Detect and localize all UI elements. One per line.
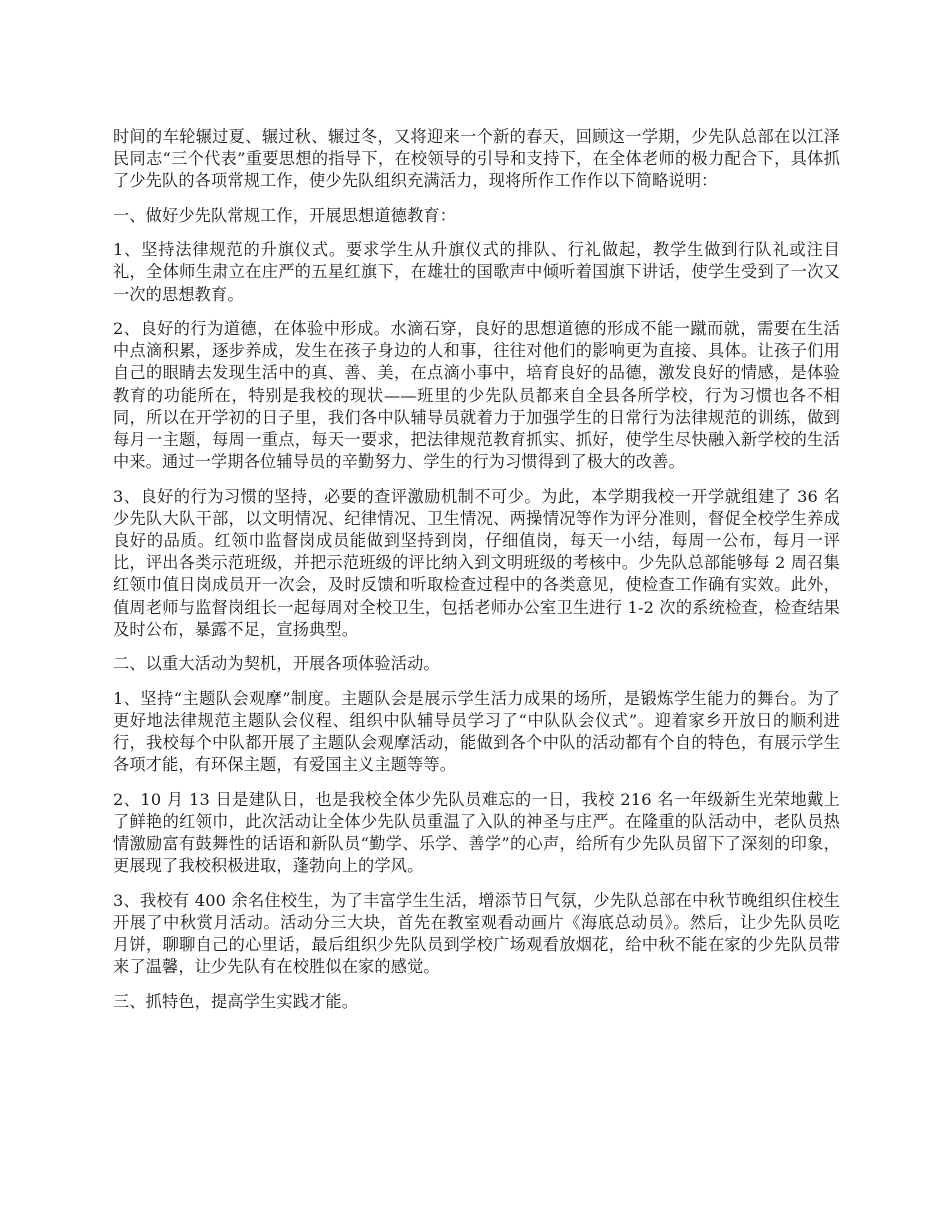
document-body bbox=[113, 126, 840, 1025]
paragraph-flag-ceremony: 1、坚持法律规范的升旗仪式。要求学生从升旗仪式的排队、行礼做起，教学生做到行队礼或注目礼，全体师生肃立在庄严的五星红旗下，在雄壮的国歌声中倾听着国旗下讲话，使学生受到了一次又一次的思想教育。 bbox=[113, 240, 840, 304]
paragraph-mid-autumn: 3、我校有 400 余名住校生，为了丰富学生生活，增添节日气氛，少先队总部在中秋节晚组织住校生开展了中秋赏月活动。活动分三大块，首先在教室观看动画片《海底总动员》。然后，让少先队员吃月饼，聊聊自己的心里话，最后组织少先队员到学校广场观看放烟花，给中秋不能在家的少先队员带来了温馨，让少先队有在校胜似在家的感觉。 bbox=[113, 890, 840, 977]
paragraph-theme-meeting: 1、坚持“主题队会观摩”制度。主题队会是展示学生活力成果的场所，是锻炼学生能力的舞台。为了更好地法律规范主题队会仪程、组织中队辅导员学习了“中队队会仪式”。迎着家乡开放日的顺利进行，我校每个中队都开展了主题队会观摩活动，能做到各个中队的活动都有个自的特色，有展示学生各项才能，有环保主题，有爱国主义主题等等。 bbox=[113, 688, 840, 775]
section-heading-1: 一、做好少先队常规工作，开展思想道德教育： bbox=[113, 205, 457, 225]
paragraph-founding-day: 2、10 月 13 日是建队日，也是我校全体少先队员难忘的一日，我校 216 名一年级新生光荣地戴上了鲜艳的红领巾，此次活动让全体少先队员重温了入队的神圣与庄严。在隆重的队活动中，老队员热情激励富有鼓舞性的话语和新队员“勤学、乐学、善学”的心声，给所有少先队员留下了深刻的印象，更展现了我校积极进取，蓬勃向上的学风。 bbox=[113, 789, 840, 876]
section-heading-3: 三、抓特色，提高学生实践才能。 bbox=[113, 991, 359, 1011]
paragraph-moral-behavior: 2、良好的行为道德，在体验中形成。水滴石穿，良好的思想道德的形成不能一蹴而就，需要在生活中点滴积累，逐步养成，发生在孩子身边的人和事，往往对他们的影响更为直接、具体。让孩子们用自己的眼睛去发现生活中的真、善、美，在点滴小事中，培育良好的品德，激发良好的情感，是体验教育的功能所在，特别是我校的现状——班里的少先队员都来自全县各所学校，行为习惯也各不相同，所以在开学初的日子里，我们各中队辅导员就着力于加强学生的日常行为法律规范的训练，做到每月一主题，每周一重点，每天一要求，把法律规范教育抓实、抓好，使学生尽快融入新学校的生活中来。通过一学期各位辅导员的辛勤努力、学生的行为习惯得到了极大的改善。 bbox=[113, 318, 840, 472]
intro-paragraph: 时间的车轮辗过夏、辗过秋、辗过冬，又将迎来一个新的春天，回顾这一学期，少先队总部在以江泽民同志“三个代表”重要思想的指导下，在校领导的引导和支持下，在全体老师的极力配合下，具体抓了少先队的各项常规工作，使少先队组织充满活力，现将所作工作作以下简略说明： bbox=[113, 127, 840, 191]
section-heading-2: 二、以重大活动为契机，开展各项体验活动。 bbox=[113, 654, 440, 674]
paragraph-evaluation-mechanism: 3、良好的行为习惯的坚持，必要的查评激励机制不可少。为此，本学期我校一开学就组建了 36 名少先队大队干部，以文明情况、纪律情况、卫生情况、两操情况等作为评分准则，督促全校学生养成良好的品质。红领巾监督岗成员能做到坚持到岗，仔细值岗，每天一小结，每周一公布，每月一评比，评出各类示范班级，并把示范班级的评比纳入到文明班级的考核中。少先队总部能够每 2 周召集红领巾值日岗成员开一次会，及时反馈和听取检查过程中的各类意见，使检查工作确有实效。此外，值周老师与监督岗组长一起每周对全校卫生，包括老师办公室卫生进行 1-2 次的系统检查，检查结果及时公布，暴露不足，宣扬典型。 bbox=[113, 486, 840, 639]
